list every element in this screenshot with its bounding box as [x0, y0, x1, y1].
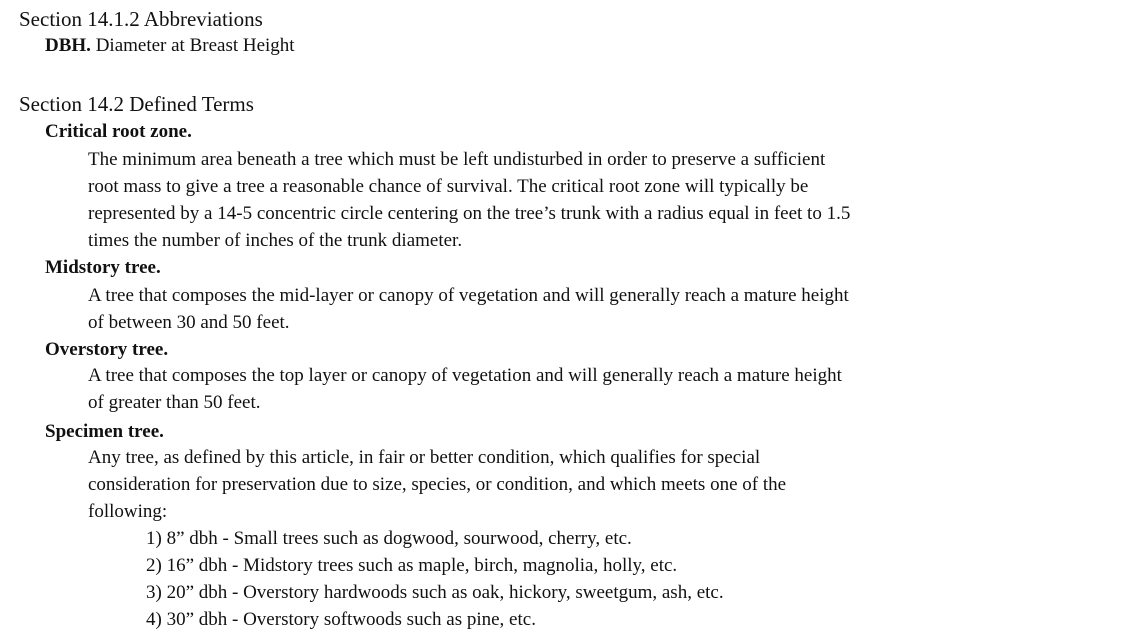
definition-line: The minimum area beneath a tree which must be left undisturbed in order to preserve a sufficient — [88, 149, 826, 170]
definition-specimen-tree — [88, 444, 1088, 525]
definition-line: of between 30 and 50 feet. — [88, 312, 290, 333]
list-item: 2) 16” dbh - Midstory trees such as maple, birch, magnolia, holly, etc. — [146, 555, 678, 576]
list-item: 1) 8” dbh - Small trees such as dogwood, sourwood, cherry, etc. — [146, 528, 632, 549]
abbreviation-term: DBH. — [45, 35, 91, 56]
abbreviation-text: Diameter at Breast Height — [90, 35, 295, 56]
definition-line: of greater than 50 feet. — [88, 392, 261, 413]
definition-line: times the number of inches of the trunk diameter. — [88, 230, 463, 251]
abbreviations-section-heading: Section 14.1.2 Abbreviations — [19, 7, 263, 31]
term-overstory-tree: Overstory tree. — [45, 339, 169, 360]
term-critical-root-zone: Critical root zone. — [45, 121, 192, 142]
defined-terms-section-heading: Section 14.2 Defined Terms — [19, 92, 254, 116]
definition-line: root mass to give a tree a reasonable chance of survival. The critical root zone will typically be — [88, 176, 809, 197]
abbreviation-entry-dbh — [45, 35, 295, 57]
specimen-tree-criteria-list — [146, 525, 724, 633]
definition-line: consideration for preservation due to size, species, or condition, and which meets one of the — [88, 474, 787, 495]
list-item: 4) 30” dbh - Overstory softwoods such as pine, etc. — [146, 609, 536, 630]
definition-line: following: — [88, 501, 168, 522]
list-item: 3) 20” dbh - Overstory hardwoods such as oak, hickory, sweetgum, ash, etc. — [146, 582, 724, 603]
term-midstory-tree: Midstory tree. — [45, 257, 161, 278]
definition-line: Any tree, as defined by this article, in fair or better condition, which qualifies for special — [88, 447, 761, 468]
definition-line: A tree that composes the mid-layer or canopy of vegetation and will generally reach a mature height — [88, 285, 849, 306]
definition-line: represented by a 14-5 concentric circle centering on the tree’s trunk with a radius equal in feet to 1.5 — [88, 203, 851, 224]
definition-critical-root-zone — [88, 146, 1088, 254]
definition-midstory-tree — [88, 282, 1088, 336]
definition-overstory-tree — [88, 362, 1088, 416]
definition-line: A tree that composes the top layer or canopy of vegetation and will generally reach a mature height — [88, 365, 842, 386]
term-specimen-tree: Specimen tree. — [45, 421, 164, 442]
